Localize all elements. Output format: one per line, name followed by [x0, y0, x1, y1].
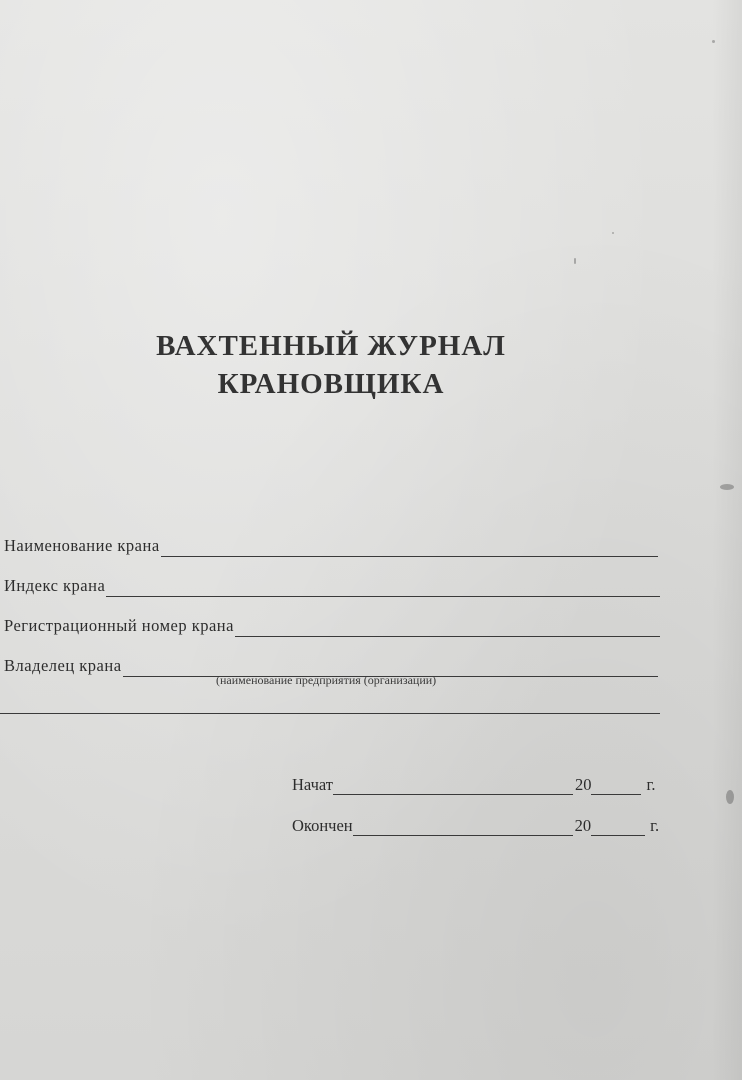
registration-number-field	[4, 616, 660, 637]
paper-speck	[720, 484, 734, 490]
registration-number-blank	[235, 618, 660, 637]
started-date-row	[292, 775, 656, 795]
finished-year-prefix: 20	[574, 816, 592, 835]
title-line-2: КРАНОВЩИКА	[217, 368, 445, 400]
crane-owner-label: Владелец крана	[4, 656, 122, 675]
finished-year-suffix: г.	[650, 816, 660, 835]
registration-number-label: Регистрационный номер крана	[4, 616, 234, 635]
finished-date-row	[292, 816, 659, 836]
title-line-1: ВАХТЕННЫЙ ЖУРНАЛ	[156, 330, 506, 362]
started-year-suffix: г.	[646, 775, 656, 794]
page-edge-shadow	[712, 0, 742, 1080]
crane-index-field	[4, 576, 660, 597]
owner-second-blank	[0, 713, 660, 714]
finished-year-blank	[591, 817, 645, 836]
started-label: Начат	[292, 775, 333, 794]
crane-name-field	[4, 536, 658, 557]
crane-index-blank	[106, 578, 660, 597]
started-year-prefix: 20	[574, 775, 592, 794]
crane-name-blank	[161, 538, 658, 557]
paper-speck	[726, 790, 734, 804]
finished-label: Окончен	[292, 816, 353, 835]
owner-caption: (наименование предприятия (организации)	[216, 673, 437, 687]
started-date-blank	[333, 776, 573, 795]
finished-date-blank	[353, 817, 573, 836]
paper-speck	[712, 40, 715, 43]
started-year-blank	[591, 776, 641, 795]
paper-speck	[612, 232, 614, 234]
crane-index-label: Индекс крана	[4, 576, 106, 595]
crane-name-label: Наименование крана	[4, 536, 160, 555]
paper-speck	[574, 258, 576, 264]
